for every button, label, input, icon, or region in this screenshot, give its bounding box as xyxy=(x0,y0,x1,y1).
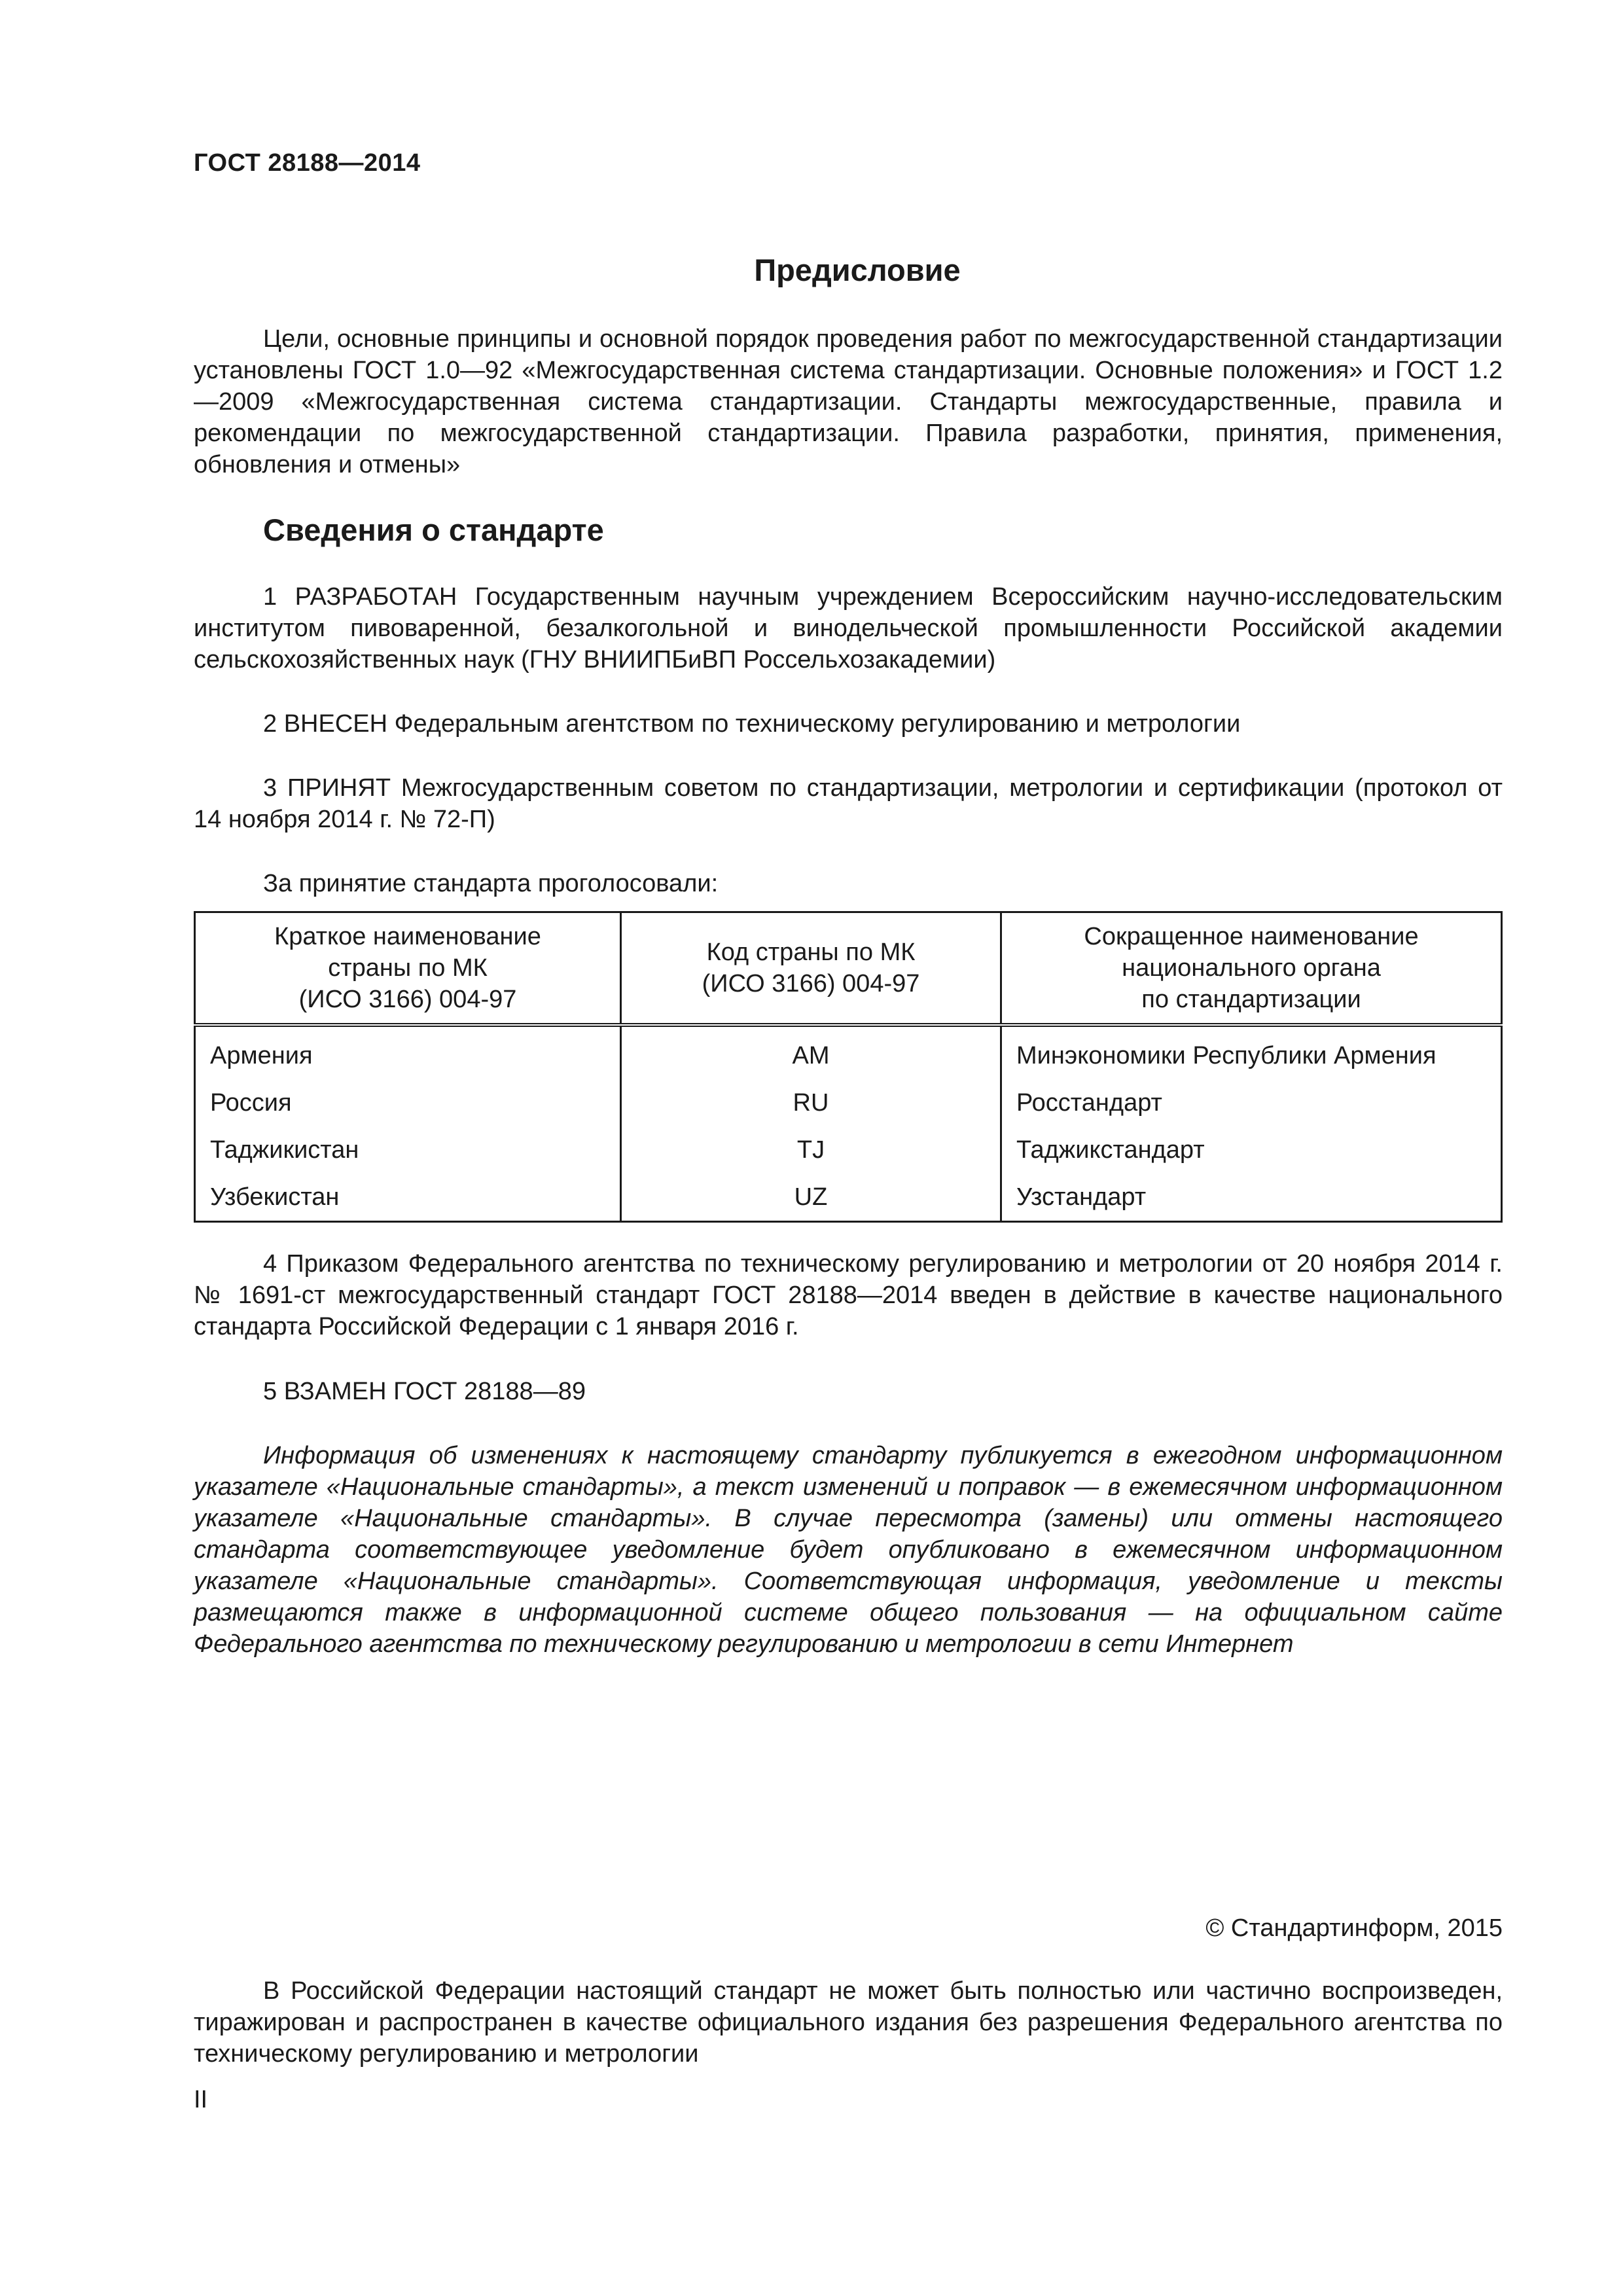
table-row xyxy=(195,1174,1502,1222)
document-code: ГОСТ 28188—2014 xyxy=(194,149,421,177)
table-row xyxy=(195,1126,1502,1174)
national-body: Минэкономики Республики Армения xyxy=(1001,1025,1502,1079)
header-col3-line1: Сокращенное наименование xyxy=(1084,923,1419,950)
reproduction-notice: В Российской Федерации настоящий стандарт не может быть полностью или частично воспроизведен, тиражирован и распространен в качестве официального издания без разрешения Федерального агентства по техническому регулированию и метрологии xyxy=(194,1977,1503,2068)
country-name: Россия xyxy=(195,1079,621,1126)
header-col1-line1: Краткое наименование xyxy=(274,923,541,950)
info-item-1: 1 РАЗРАБОТАН Государственным научным учреждением Всероссийским научно-исследовательским институтом пивоваренной, безалкогольной и винодельческой промышленности Российской академии сельскохозяйственных наук (ГНУ ВНИИПБиВП Россельхозакадемии) xyxy=(194,583,1503,673)
country-code: TJ xyxy=(621,1126,1001,1174)
header-col2-line1: Код страны по МК xyxy=(706,939,916,966)
header-col3-line2: национального органа xyxy=(1122,954,1381,982)
country-code: RU xyxy=(621,1079,1001,1126)
foreword-paragraph: Цели, основные принципы и основной порядок проведения работ по межгосударственной стандартизации установлены ГОСТ 1.0—92 «Межгосударственная система стандартизации. Основные положения» и ГОСТ 1.2—2009 «Межгосударственная система стандартизации. Стандарты межгосударственные, правила и рекомендации по межгосударственной стандартизации. Правила разработки, принятия, применения, обновления и отмены» xyxy=(194,325,1503,478)
header-col3-line3: по стандартизации xyxy=(1141,986,1361,1013)
country-name: Узбекистан xyxy=(195,1174,621,1222)
copyright: © Стандартинформ, 2015 xyxy=(1205,1914,1503,1942)
table-header-row xyxy=(195,912,1502,1026)
header-country-name xyxy=(195,912,621,1026)
info-item-2: 2 ВНЕСЕН Федеральным агентством по техническому регулированию и метрологии xyxy=(263,710,1241,738)
header-country-code xyxy=(621,912,1001,1026)
changes-note: Информация об изменениях к настоящему стандарту публикуется в ежегодном информационном указателе «Национальные стандарты», а текст изменений и поправок — в ежемесячном информационном указателе «Национальные стандарты». В случае пересмотра (замены) или отмены настоящего стандарта соответствующее уведомление будет опубликовано в ежемесячном информационном указателе «Национальные стандарты». Соответствующая информация, уведомление и тексты размещаются также в информационной системе общего пользования — на официальном сайте Федерального агентства по техническому регулированию и метрологии в сети Интернет xyxy=(194,1442,1503,1658)
foreword-title: Предисловие xyxy=(754,253,961,287)
country-name: Таджикистан xyxy=(195,1126,621,1174)
vote-intro: За принятие стандарта проголосовали: xyxy=(263,870,719,897)
header-col1-line2: страны по МК xyxy=(328,954,488,982)
info-item-3: 3 ПРИНЯТ Межгосударственным советом по стандартизации, метрологии и сертификации (протокол от 14 ноября 2014 г. № 72-П) xyxy=(194,774,1503,833)
national-body: Росстандарт xyxy=(1001,1079,1502,1126)
header-col2-line2: (ИСО 3166) 004-97 xyxy=(702,970,920,997)
info-item-4: 4 Приказом Федерального агентства по техническому регулированию и метрологии от 20 ноября 2014 г. № 1691-ст межгосударственный стандарт ГОСТ 28188—2014 введен в действие в качестве национального стандарта Российской Федерации с 1 января 2016 г. xyxy=(194,1250,1503,1340)
table-row xyxy=(195,1025,1502,1079)
country-code: UZ xyxy=(621,1174,1001,1222)
header-national-body xyxy=(1001,912,1502,1026)
info-item-5: 5 ВЗАМЕН ГОСТ 28188—89 xyxy=(263,1378,586,1405)
header-col1-line3: (ИСО 3166) 004-97 xyxy=(298,986,517,1013)
country-code: AM xyxy=(621,1025,1001,1079)
national-body: Узстандарт xyxy=(1001,1174,1502,1222)
voting-countries-table xyxy=(194,911,1503,1223)
table-row xyxy=(195,1079,1502,1126)
page-number: II xyxy=(194,2086,208,2113)
standard-info-title: Сведения о стандарте xyxy=(263,512,604,547)
national-body: Таджикстандарт xyxy=(1001,1126,1502,1174)
country-name: Армения xyxy=(195,1025,621,1079)
